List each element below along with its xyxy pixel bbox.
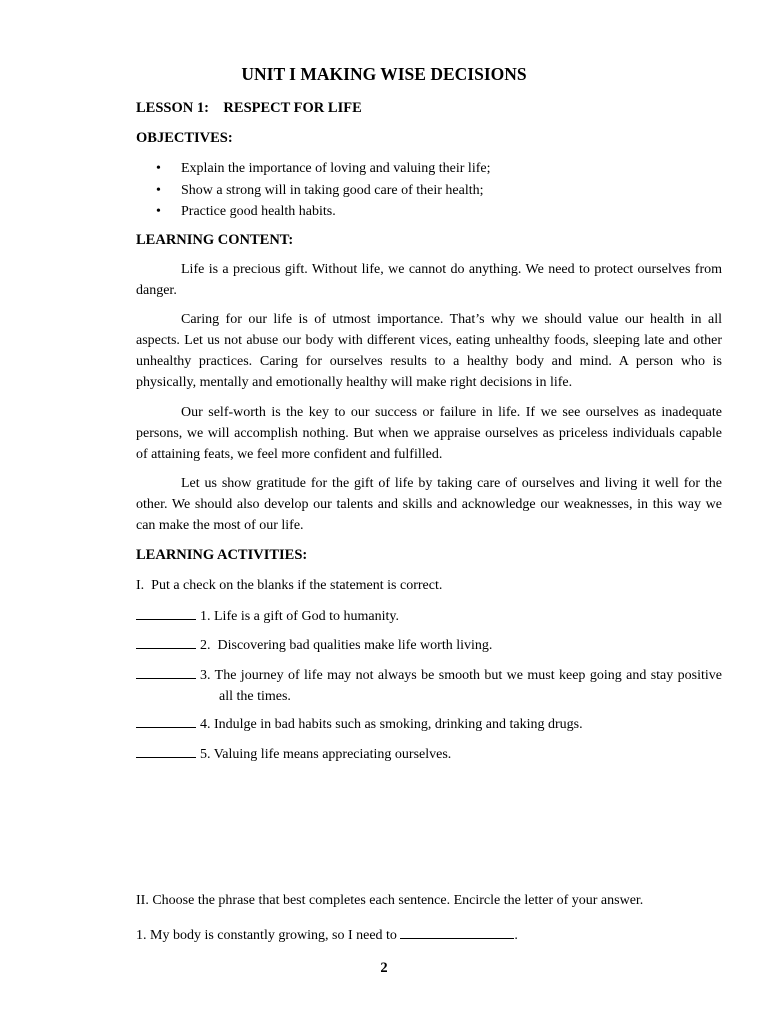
learning-activities-heading: LEARNING ACTIVITIES: — [136, 547, 308, 563]
lesson-heading: LESSON 1: RESPECT FOR LIFE — [136, 100, 362, 116]
checklist-item: 1. Life is a gift of God to humanity. — [136, 605, 722, 627]
content-paragraph: Caring for our life is of utmost importance. That’s why we should value our health in all aspects. Let us not abuse our body with different vices, eating unhealthy foods, sleeping late and other unhealthy practices. Caring for ourselves results to a healthy body and mind. A person who is physically, mentally and emotionally healthy will make right decisions in life. — [136, 312, 722, 390]
bullet-icon: • — [156, 161, 161, 176]
checklist-item: 5. Valuing life means appreciating ourselves. — [136, 743, 722, 765]
bullet-icon: • — [156, 182, 161, 198]
objective-item: • Show a strong will in taking good care of their health; — [136, 180, 722, 202]
answer-blank[interactable] — [136, 634, 196, 649]
answer-blank[interactable] — [136, 664, 196, 679]
answer-blank[interactable] — [136, 743, 196, 758]
content-paragraph: Our self-worth is the key to our success or failure in life. If we see ourselves as inadequate persons, we will accomplish nothing. But when we appraise ourselves as priceless individuals capable of attaining feats, we feel more confident and fulfilled. — [136, 405, 722, 462]
objective-item: • Explain the importance of loving and valuing their life; — [136, 158, 722, 180]
content-paragraph: Life is a precious gift. Without life, we cannot do anything. We need to protect ourselves from danger. — [136, 262, 722, 298]
question-item: 1. My body is constantly growing, so I need to . — [136, 924, 722, 946]
answer-blank[interactable] — [400, 924, 514, 939]
bullet-icon: • — [156, 204, 161, 219]
part1-instruction: I. Put a check on the blanks if the statement is correct. — [136, 578, 443, 593]
objectives-list — [136, 158, 722, 223]
checklist-item: 4. Indulge in bad habits such as smoking, drinking and taking drugs. — [136, 713, 722, 735]
checklist-item: 3. The journey of life may not always be smooth but we must keep going and stay positive all the times. — [136, 664, 722, 707]
page-title: UNIT I MAKING WISE DECISIONS — [241, 64, 527, 84]
answer-blank[interactable] — [136, 605, 196, 620]
content-paragraph: Let us show gratitude for the gift of life by taking care of ourselves and living it well for the other. We should also develop our talents and skills and acknowledge our weaknesses, in this way we can make the most of our life. — [136, 476, 722, 533]
objective-item: • Practice good health habits. — [136, 201, 722, 223]
part2-instruction: II. Choose the phrase that best completes each sentence. Encircle the letter of your answer. — [136, 893, 644, 908]
objectives-heading: OBJECTIVES: — [136, 130, 233, 146]
answer-blank[interactable] — [136, 713, 196, 728]
page-number: 2 — [380, 960, 388, 976]
checklist-item: 2. Discovering bad qualities make life worth living. — [136, 634, 722, 656]
learning-content-heading: LEARNING CONTENT: — [136, 232, 294, 248]
